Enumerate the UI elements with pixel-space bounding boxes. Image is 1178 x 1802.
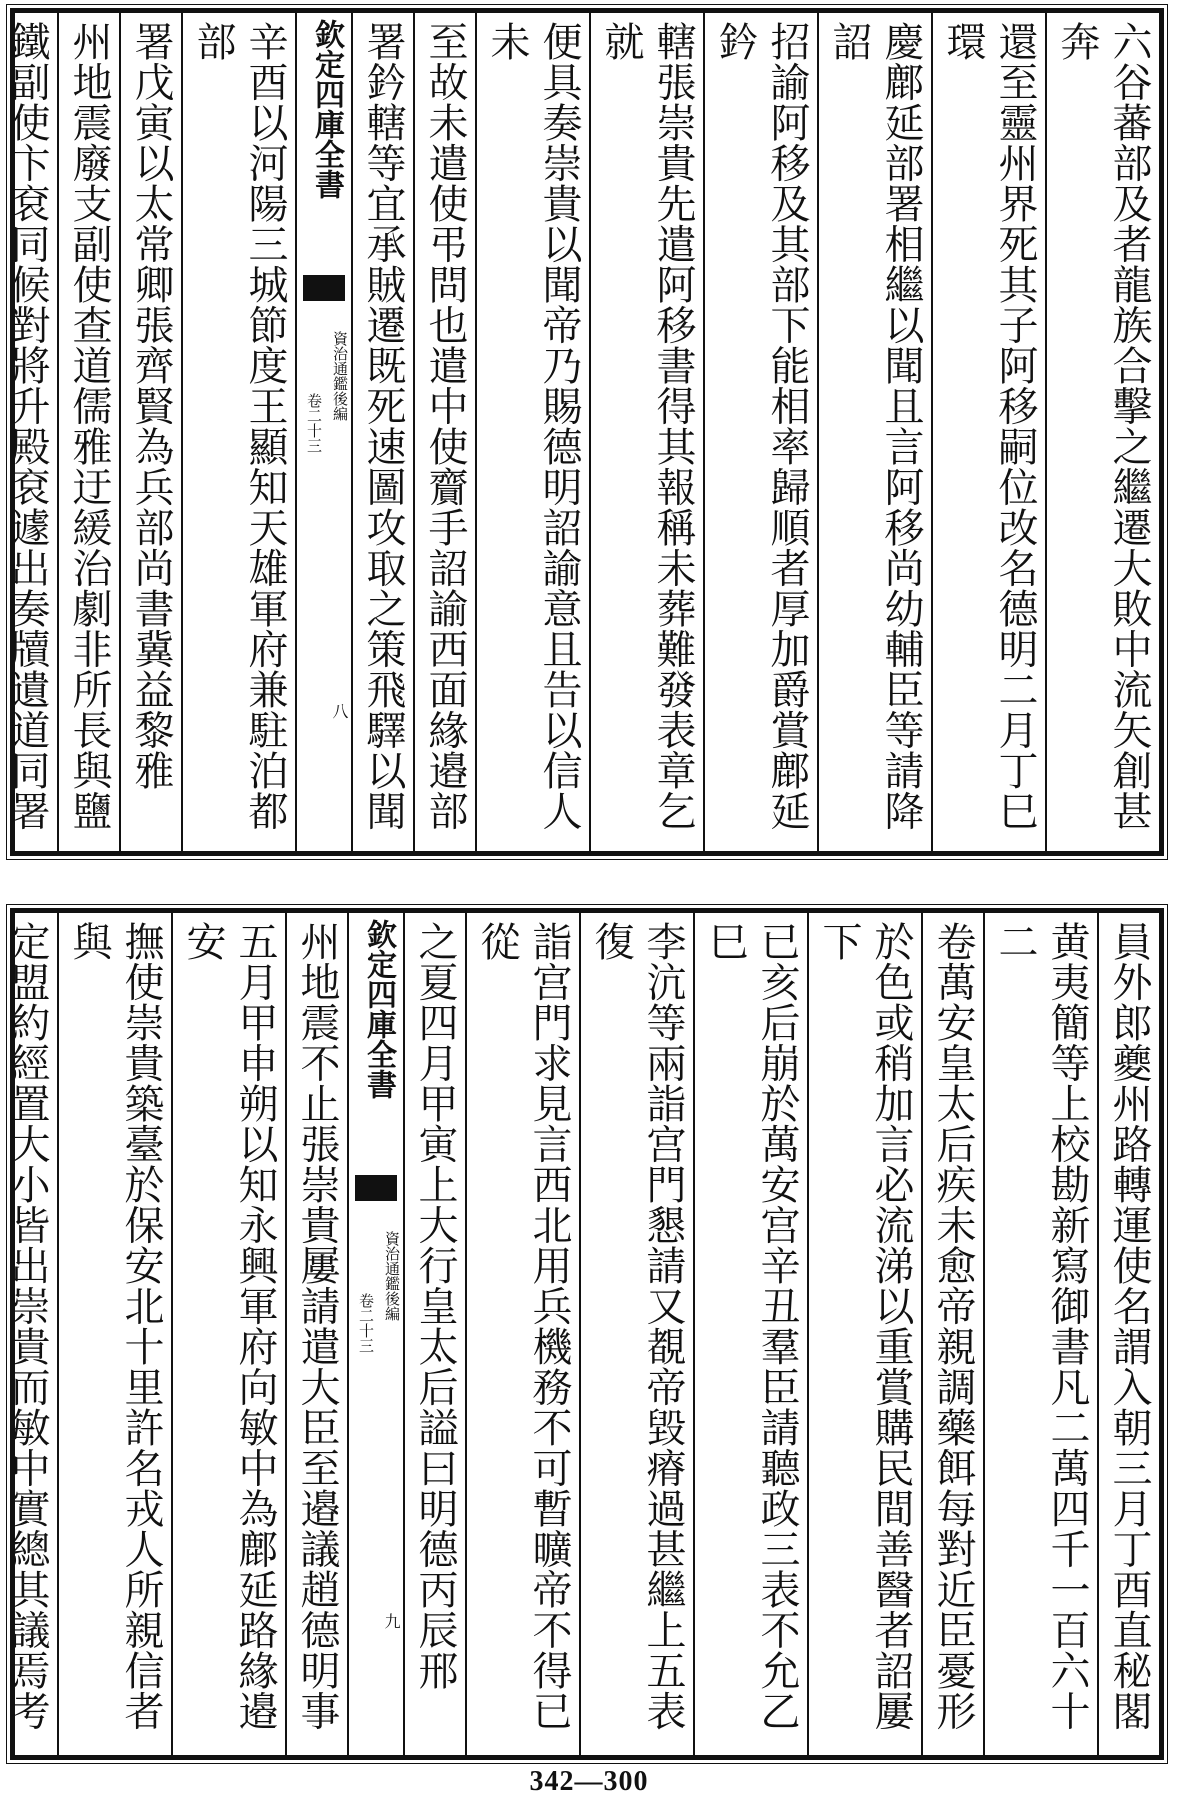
book-title: 資治通鑑後編 xyxy=(331,331,349,421)
volume-label: 卷二十三 xyxy=(357,1293,375,1353)
text-column: 卷萬安皇太后疾未愈帝親調藥餌每對近臣憂形 xyxy=(923,913,985,1755)
fish-tail-mark xyxy=(303,275,345,301)
page-number: 342—300 xyxy=(529,1766,649,1797)
text-column: 定盟約經置大小皆出崇貴而敏中實總其議焉考 xyxy=(0,913,59,1755)
text-column: 撫使崇貴築臺於保安北十里許名戎人所親信者與 xyxy=(59,913,173,1755)
text-column: 於色或稍加言必流涕以重賞購民間善醫者詔屢下 xyxy=(809,913,923,1755)
fish-tail-mark xyxy=(355,1175,397,1201)
bottom-page-columns xyxy=(4,913,1159,1755)
center-fold-bottom xyxy=(349,913,405,1755)
text-column: 州地震廢支副使查道儒雅迂緩治劇非所長與鹽 xyxy=(59,13,121,851)
text-column: 署鈐轄等宜承賊遷既死速圖攻取之策飛驛以聞 xyxy=(353,13,415,851)
text-column: 招諭阿移及其部下能相率歸順者厚加爵賞鄜延鈐 xyxy=(705,13,819,851)
text-column: 至故未遣使弔問也遣中使齎手詔諭西面緣邉部 xyxy=(415,13,477,851)
bottom-page-frame xyxy=(4,908,1164,1760)
center-fold-top xyxy=(297,13,353,851)
text-column: 黄夷簡等上校勘新寫御書凡二萬四千一百六十二 xyxy=(985,913,1099,1755)
text-column: 州地震不止張崇貴屢請遣大臣至邉議趙德明事 xyxy=(287,913,349,1755)
text-column: 辛酉以河陽三城節度王顯知天雄軍府兼駐泊都部 xyxy=(183,13,297,851)
text-column: 五月甲申朔以知永興軍府向敏中為鄜延路緣邉安 xyxy=(173,913,287,1755)
folio-number: 九 xyxy=(382,1613,401,1629)
header-title: 欽定四庫全書 xyxy=(361,919,396,1099)
text-column: 詣宫門求見言西北用兵機務不可暫曠帝不得已從 xyxy=(467,913,581,1755)
text-column: 已亥后崩於萬安宫辛丑羣臣請聽政三表不允乙巳 xyxy=(695,913,809,1755)
text-column: 轄張崇貴先遣阿移書得其報稱未葬難發表章乞就 xyxy=(591,13,705,851)
top-page-frame xyxy=(4,8,1164,856)
text-column: 李沆等兩詣宫門懇請又覩帝毀瘠過甚繼上五表復 xyxy=(581,913,695,1755)
text-column: 之夏四月甲寅上大行皇太后謚曰明德丙辰邢 xyxy=(405,913,467,1755)
folio-number: 八 xyxy=(330,703,349,719)
text-column: 員外郎夔州路轉運使名謂入朝三月丁酉直秘閣 xyxy=(1106,921,1152,1731)
text-column: 便具奏崇貴以聞帝乃賜德明詔諭意且告以信人未 xyxy=(477,13,591,851)
volume-label: 卷二十三 xyxy=(305,393,323,453)
text-column: 六谷蕃部及者龍族合擊之繼遷大敗中流矢創甚奔 xyxy=(1054,21,1152,831)
top-page-columns xyxy=(4,13,1159,851)
text-column: 還至靈州界死其子阿移嗣位改名德明二月丁巳環 xyxy=(933,13,1047,851)
text-column: 鐵副使卞袞同候對將升殿袞遽出奏牘遺道同署 xyxy=(0,13,59,851)
book-title: 資治通鑑後編 xyxy=(383,1231,401,1321)
text-column: 慶鄜延部署相繼以聞且言阿移尚幼輔臣等請降詔 xyxy=(819,13,933,851)
text-column: 署戊寅以太常卿張齊賢為兵部尚書冀益黎雅 xyxy=(121,13,183,851)
header-title: 欽定四庫全書 xyxy=(309,19,344,199)
